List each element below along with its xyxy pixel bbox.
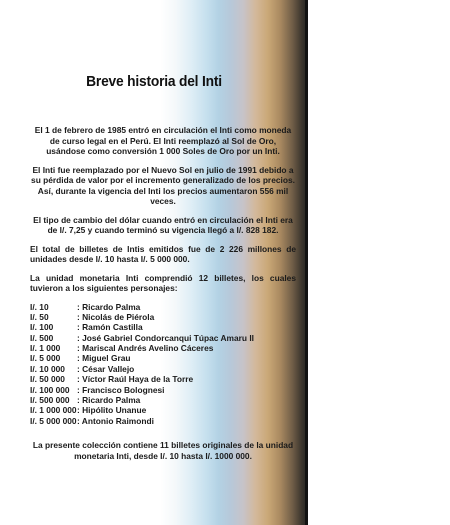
- banknote-value: I/. 500: [30, 332, 54, 343]
- banknote-value: I/. 5 000: [30, 353, 61, 364]
- banknote-person: : José Gabriel Condorcanqui Túpac Amaru II: [77, 332, 254, 343]
- list-item: [30, 405, 296, 415]
- list-item: [30, 302, 296, 312]
- banknote-person: : Víctor Raúl Haya de la Torre: [77, 374, 194, 385]
- list-item: [30, 343, 296, 353]
- banknote-list: [30, 302, 296, 427]
- banknote-person: : Antonio Raimondi: [77, 415, 154, 426]
- paragraph-replacement: El Inti fue reemplazado por el Nuevo Sol en julio de 1991 debido a su pérdida de valor por el incremento generalizado de los precios. Así, durante la vigencia del Inti los precios aumentaron 556 mil veces.: [31, 164, 295, 206]
- list-item: [30, 353, 296, 363]
- banknote-value: I/. 50: [30, 311, 49, 322]
- banknote-person: : Francisco Bolognesi: [77, 384, 165, 395]
- banknote-value: I/. 1 000: [30, 343, 61, 354]
- list-item: [30, 385, 296, 395]
- list-item: [30, 416, 296, 426]
- banknote-person: : Miguel Grau: [77, 353, 131, 364]
- list-item: [30, 374, 296, 384]
- list-item: [30, 395, 296, 405]
- banknote-value: I/. 100 000: [30, 384, 70, 395]
- banknote-value: I/. 10: [30, 301, 49, 312]
- banknote-person: : Nicolás de Piérola: [77, 311, 155, 322]
- banknote-value: I/. 50 000: [30, 374, 65, 385]
- list-item: [30, 322, 296, 332]
- paragraph-personalities: La unidad monetaria Inti comprendió 12 billetes, los cuales tuvieron a los siguientes personajes:: [30, 272, 296, 293]
- list-item: [30, 312, 296, 322]
- banknote-value: I/. 10 000: [30, 363, 65, 374]
- list-item: [30, 333, 296, 343]
- paragraph-exchange-rate: El tipo de cambio del dólar cuando entró en circulación el Inti era de I/. 7,25 y cuando terminó su vigencia llegó a I/. 828 182.: [33, 214, 293, 235]
- paragraph-collection: La presente colección contiene 11 billetes originales de la unidad monetaria Inti, desde I/. 10 hasta I/. 1000 000.: [32, 440, 294, 461]
- banknote-person: : Mariscal Andrés Avelino Cáceres: [77, 343, 214, 354]
- page-title: Breve historia del Inti: [86, 74, 222, 90]
- page-edge-shadow: [305, 0, 308, 525]
- paragraph-introduction: El 1 de febrero de 1985 entró en circulación el Inti como moneda de curso legal en el Perú. El Inti reemplazó al Sol de Oro, usándose como conversión 1 000 Soles de Oro por un Inti.: [34, 125, 292, 156]
- banknote-value: I/. 1 000 000: [30, 405, 77, 416]
- banknote-person: : Ramón Castilla: [77, 322, 143, 333]
- banknote-value: I/. 500 000: [30, 395, 70, 406]
- history-text: [30, 125, 296, 469]
- list-item: [30, 364, 296, 374]
- banknote-person: : Hipólito Unanue: [77, 405, 147, 416]
- banknote-person: : Ricardo Palma: [77, 395, 141, 406]
- banknote-value: I/. 100: [30, 322, 54, 333]
- paragraph-total-notes: El total de billetes de Intis emitidos fue de 2 226 millones de unidades desde I/. 10 hasta I/. 5 000 000.: [30, 243, 296, 264]
- banknote-person: : César Vallejo: [77, 363, 135, 374]
- banknote-value: I/. 5 000 000: [30, 415, 77, 426]
- banknote-person: : Ricardo Palma: [77, 301, 141, 312]
